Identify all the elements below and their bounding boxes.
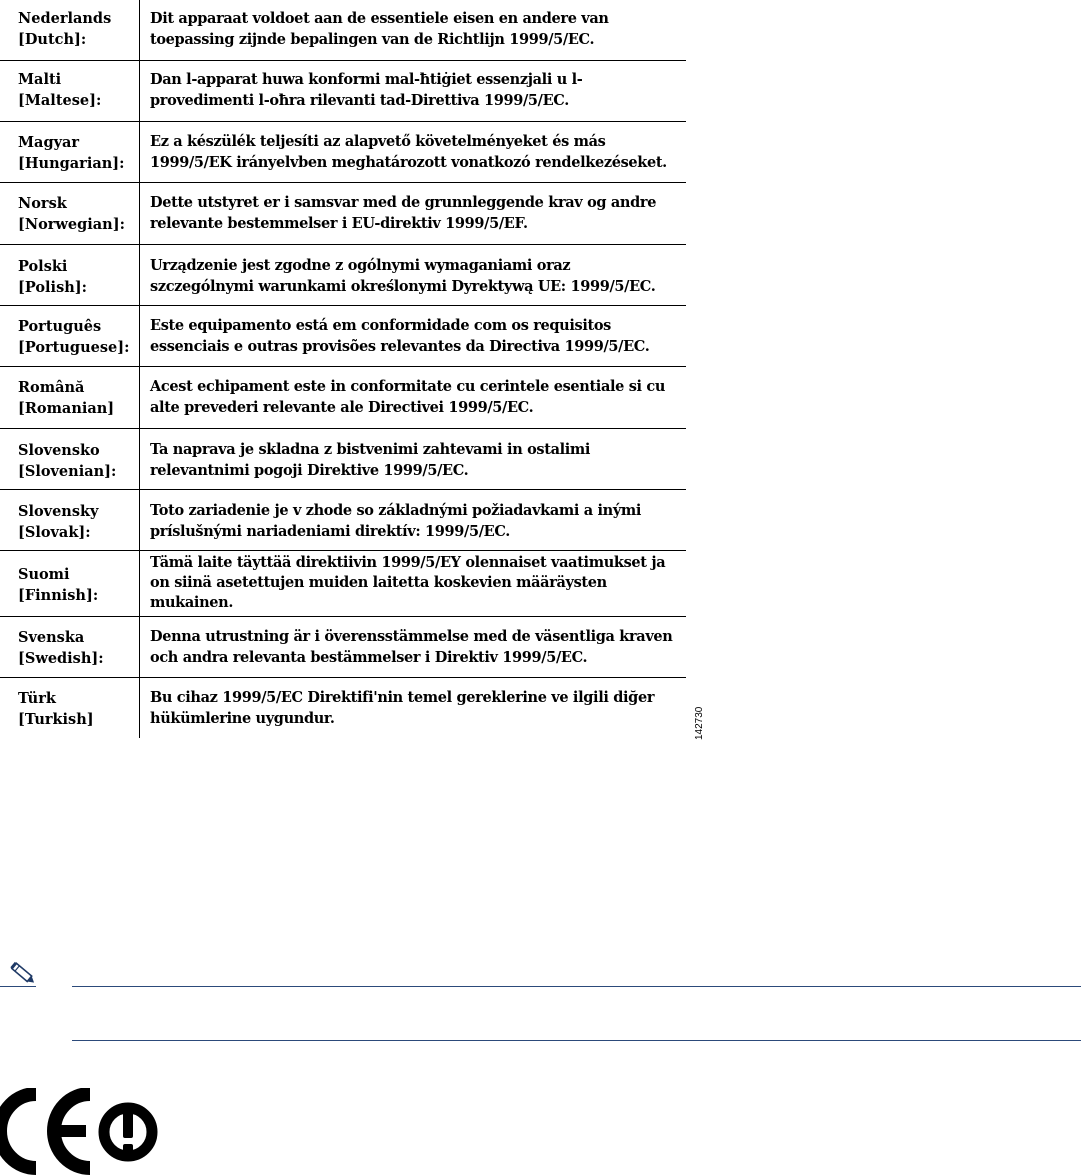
declaration-line: szczególnymi warunkami określonymi Dyrektywą UE: 1999/5/EC. <box>150 277 656 295</box>
declaration-line: Este equipamento está em conformidade com os requisitos <box>150 317 611 334</box>
declaration-line: Denna utrustning är i överensstämmelse med de väsentliga kraven <box>150 628 673 645</box>
declaration-line: Bu cihaz 1999/5/EC Direktifi'nin temel gereklerine ve ilgili diğer <box>150 689 655 706</box>
declaration-line: on siinä asetettujen muiden laitetta koskevien määräysten <box>150 574 607 591</box>
language-name-cell <box>18 256 136 298</box>
declaration-row <box>0 122 686 183</box>
declaration-line: relevantnimi pogoji Direktive 1999/5/EC. <box>150 461 469 479</box>
declaration-row <box>0 245 686 306</box>
language-name: Polski <box>18 258 68 275</box>
language-name-english: [Slovak]: <box>18 524 91 541</box>
declaration-row <box>0 367 686 429</box>
declaration-row <box>0 61 686 122</box>
language-name-cell <box>18 316 136 358</box>
declaration-line: Toto zariadenie je v zhode so základnými požiadavkami a inými <box>150 502 642 519</box>
declaration-text <box>150 440 680 481</box>
declaration-text <box>150 501 680 542</box>
alert-icon <box>104 1108 152 1156</box>
language-name-cell <box>18 69 136 111</box>
ce-mark-logo <box>0 1088 160 1175</box>
declaration-line: toepassing zijnde bepalingen van de Richtlijn 1999/5/EC. <box>150 30 595 48</box>
language-name-cell <box>18 688 136 730</box>
declaration-line: Urządzenie jest zgodne z ogólnymi wymaganiami oraz <box>150 257 571 274</box>
declaration-text <box>150 132 680 173</box>
declaration-text <box>150 9 680 50</box>
declaration-line: mukainen. <box>150 594 234 611</box>
declaration-text <box>150 70 680 111</box>
language-name-english: [Dutch]: <box>18 31 87 48</box>
language-name-cell <box>18 501 136 543</box>
declaration-row <box>0 429 686 490</box>
language-name-cell <box>18 8 136 50</box>
language-name-cell <box>18 440 136 482</box>
language-name-english: [Hungarian]: <box>18 155 125 172</box>
declaration-row <box>0 678 686 738</box>
declaration-text <box>150 553 680 613</box>
language-name: Slovensko <box>18 442 100 459</box>
language-name: Türk <box>18 690 56 707</box>
declaration-line: Acest echipament este in conformitate cu cerintele esentiale si cu <box>150 378 666 395</box>
declaration-text <box>150 377 680 418</box>
note-rule-top <box>72 986 1081 987</box>
declaration-row <box>0 490 686 551</box>
language-name-english: [Polish]: <box>18 279 87 296</box>
declaration-text <box>150 193 680 234</box>
note-pencil-icon <box>8 960 38 988</box>
declaration-line: príslušnými nariadeniami direktív: 1999/5/EC. <box>150 522 510 540</box>
language-name-cell <box>18 377 136 419</box>
language-name-cell <box>18 132 136 174</box>
language-name-cell <box>18 627 136 669</box>
declaration-row <box>0 0 686 61</box>
language-name: Magyar <box>18 134 80 151</box>
language-name-english: [Norwegian]: <box>18 216 125 233</box>
language-name: Português <box>18 318 102 335</box>
declaration-line: Tämä laite täyttää direktiivin 1999/5/EY olennaiset vaatimukset ja <box>150 554 666 571</box>
language-name: Slovensky <box>18 503 99 520</box>
note-rule-short <box>0 986 36 987</box>
language-name-english: [Slovenian]: <box>18 463 117 480</box>
language-name: Suomi <box>18 566 70 583</box>
language-name-english: [Romanian] <box>18 400 115 417</box>
declaration-text <box>150 627 680 668</box>
declaration-line: Dette utstyret er i samsvar med de grunnleggende krav og andre <box>150 194 657 211</box>
declaration-row <box>0 551 686 617</box>
declaration-line: och andra relevanta bestämmelser i Direktiv 1999/5/EC. <box>150 648 588 666</box>
declaration-text <box>150 316 680 357</box>
language-name-english: [Finnish]: <box>18 587 99 604</box>
declaration-line: hükümlerine uygundur. <box>150 709 335 727</box>
declaration-line: provedimenti l-oħra rilevanti tad-Direttiva 1999/5/EC. <box>150 91 569 109</box>
language-name-cell <box>18 193 136 235</box>
declaration-row <box>0 183 686 245</box>
language-name: Norsk <box>18 195 67 212</box>
language-name: Română <box>18 379 85 396</box>
declaration-row <box>0 306 686 367</box>
declaration-line: 1999/5/EK irányelvben meghatározott vonatkozó rendelkezéseket. <box>150 153 667 171</box>
language-name-english: [Maltese]: <box>18 92 102 109</box>
declaration-line: essenciais e outras provisões relevantes da Directiva 1999/5/EC. <box>150 337 650 355</box>
language-name: Svenska <box>18 629 85 646</box>
declaration-text <box>150 256 680 297</box>
figure-id: 142730 <box>694 706 705 740</box>
declaration-line: Ez a készülék teljesíti az alapvető követelményeket és más <box>150 133 606 150</box>
language-name-cell <box>18 564 136 606</box>
note-rule-bottom <box>72 1040 1081 1041</box>
language-name-english: [Turkish] <box>18 711 94 728</box>
ce-mark-e-bar <box>56 1125 86 1137</box>
language-name-english: [Swedish]: <box>18 650 104 667</box>
declaration-row <box>0 617 686 678</box>
ce-mark-c <box>0 1094 36 1168</box>
declaration-text <box>150 688 680 729</box>
declaration-line: alte prevederi relevante ale Directivei 1999/5/EC. <box>150 398 534 416</box>
language-name-english: [Portuguese]: <box>18 339 130 356</box>
declaration-line: Dan l-apparat huwa konformi mal-ħtiġiet essenzjali u l- <box>150 71 583 88</box>
declaration-line: Ta naprava je skladna z bistvenimi zahtevami in ostalimi <box>150 441 591 458</box>
language-name: Nederlands <box>18 10 112 27</box>
declaration-line: Dit apparaat voldoet aan de essentiele eisen en andere van <box>150 10 609 27</box>
language-name: Malti <box>18 71 62 88</box>
declaration-line: relevante bestemmelser i EU-direktiv 1999/5/EF. <box>150 214 528 232</box>
